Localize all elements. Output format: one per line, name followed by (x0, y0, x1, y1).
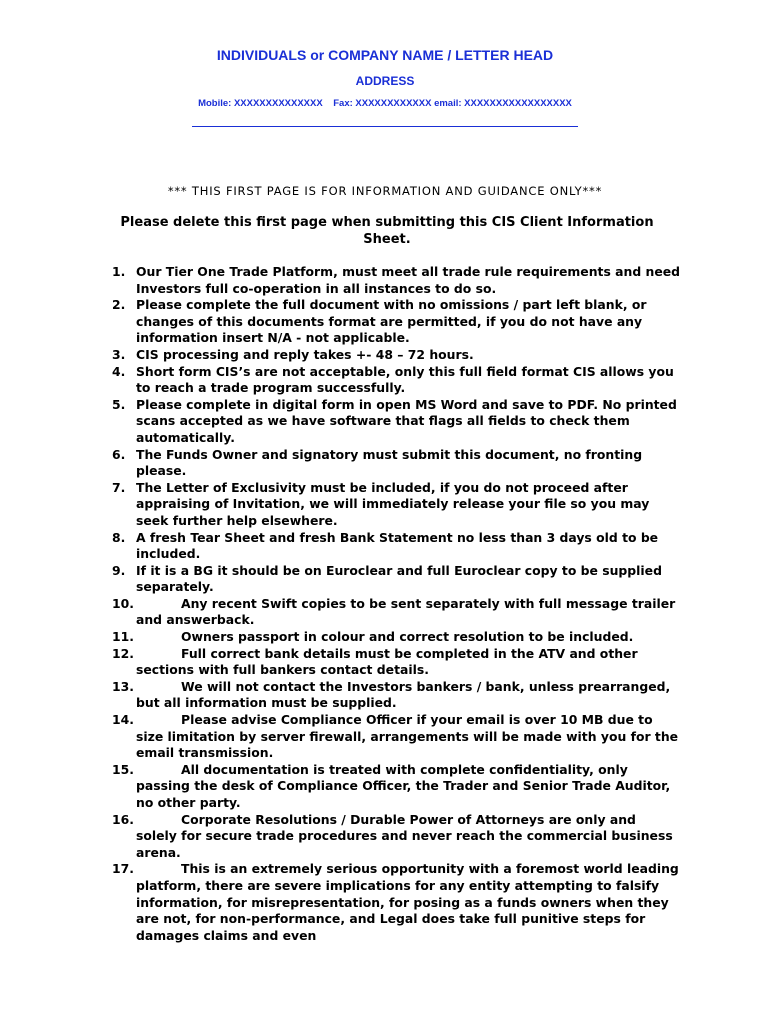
list-item-text: Full correct bank details must be completed in the ATV and other sections with full bankers contact details. (136, 645, 638, 678)
list-item (0, 447, 770, 480)
instruction-list (0, 264, 770, 944)
list-item (0, 812, 770, 862)
list-item-number: 15. (112, 761, 134, 777)
list-item (0, 629, 770, 646)
list-item-number: 12. (112, 645, 134, 661)
list-item-number: 2. (112, 297, 126, 313)
list-item-number: 14. (112, 712, 134, 728)
list-item-text: Corporate Resolutions / Durable Power of Attorneys are only and solely for secure trade procedures and never reach the commercial business arena. (136, 811, 673, 860)
list-item-number: 8. (112, 529, 126, 545)
list-item (0, 480, 770, 530)
list-item (0, 397, 770, 447)
list-item (0, 679, 770, 712)
list-item (0, 297, 770, 347)
list-item (0, 861, 770, 944)
letterhead-divider (192, 126, 578, 127)
list-item (0, 646, 770, 679)
list-item-text: Short form CIS’s are not acceptable, only this full field format CIS allows you to reach a trade program successfully. (136, 363, 674, 396)
list-item-number: 11. (112, 629, 134, 645)
list-item-number: 5. (112, 396, 126, 412)
list-item-number: 9. (112, 562, 126, 578)
list-item-number: 17. (112, 861, 134, 877)
list-item-text: The Funds Owner and signatory must submit this document, no fronting please. (136, 446, 643, 479)
letterhead-title: INDIVIDUALS or COMPANY NAME / LETTER HEAD (216, 47, 554, 63)
guidance-notice: *** THIS FIRST PAGE IS FOR INFORMATION AND GUIDANCE ONLY*** (167, 184, 603, 198)
list-item-text: If it is a BG it should be on Euroclear and full Euroclear copy to be supplied separately. (136, 562, 662, 595)
list-item (0, 762, 770, 812)
list-item-text: CIS processing and reply takes +- 48 – 72 hours. (136, 346, 474, 362)
list-item-number: 6. (112, 446, 126, 462)
list-item-text: Owners passport in colour and correct resolution to be included. (181, 629, 634, 645)
list-item (0, 364, 770, 397)
list-item-text: The Letter of Exclusivity must be included, if you do not proceed after appraising of Invitation, we will immediately release your file so you may seek further help elsewhere. (136, 479, 650, 528)
list-item-number: 16. (112, 811, 134, 827)
list-item (0, 596, 770, 629)
list-item-text: Please complete in digital form in open MS Word and save to PDF. No printed scans accepted as we have software that flags all fields to check them automatically. (136, 396, 677, 445)
list-item-number: 10. (112, 595, 134, 611)
list-item-number: 7. (112, 479, 126, 495)
list-item (0, 712, 770, 762)
list-item-text: Our Tier One Trade Platform, must meet all trade rule requirements and need Investors full co-operation in all instances to do so. (136, 264, 681, 296)
list-item (0, 347, 770, 364)
list-item-number: 13. (112, 678, 134, 694)
intro-instruction: Please delete this first page when submitting this CIS Client Information Sheet. (120, 215, 654, 247)
list-item-number: 1. (112, 264, 126, 279)
list-item-number: 4. (112, 363, 126, 379)
list-item-text: Please complete the full document with no omissions / part left blank, or changes of this documents format are permitted, if you do not have any information insert N/A - not applicable. (136, 297, 647, 346)
list-item (0, 563, 770, 596)
list-item-text: A fresh Tear Sheet and fresh Bank Statement no less than 3 days old to be included. (136, 529, 659, 562)
list-item-text: Any recent Swift copies to be sent separately with full message trailer and answerback. (136, 595, 676, 628)
list-item-number: 3. (112, 346, 126, 362)
list-item-text: All documentation is treated with complete confidentiality, only passing the desk of Compliance Officer, the Trader and Senior Trade Auditor, no other party. (136, 761, 671, 810)
list-item (0, 530, 770, 563)
letterhead-contact: Mobile: XXXXXXXXXXXXXX Fax: XXXXXXXXXXXX email: XXXXXXXXXXXXXXXXX (198, 98, 572, 109)
list-item (0, 264, 770, 297)
list-item-text: We will not contact the Investors bankers / bank, unless prearranged, but all information must be supplied. (136, 678, 671, 711)
list-item-text: This is an extremely serious opportunity with a foremost world leading platform, there are severe implications for any entity attempting to falsify information, for misrepresentation, for posing as a funds owners when they are not, for non-performance, and Legal does take full punitive steps for damages claims and even (136, 861, 679, 943)
letterhead-address: ADDRESS (355, 74, 415, 88)
list-item-text: Please advise Compliance Officer if your email is over 10 MB due to size limitation by server firewall, arrangements will be made with you for the email transmission. (136, 712, 679, 761)
